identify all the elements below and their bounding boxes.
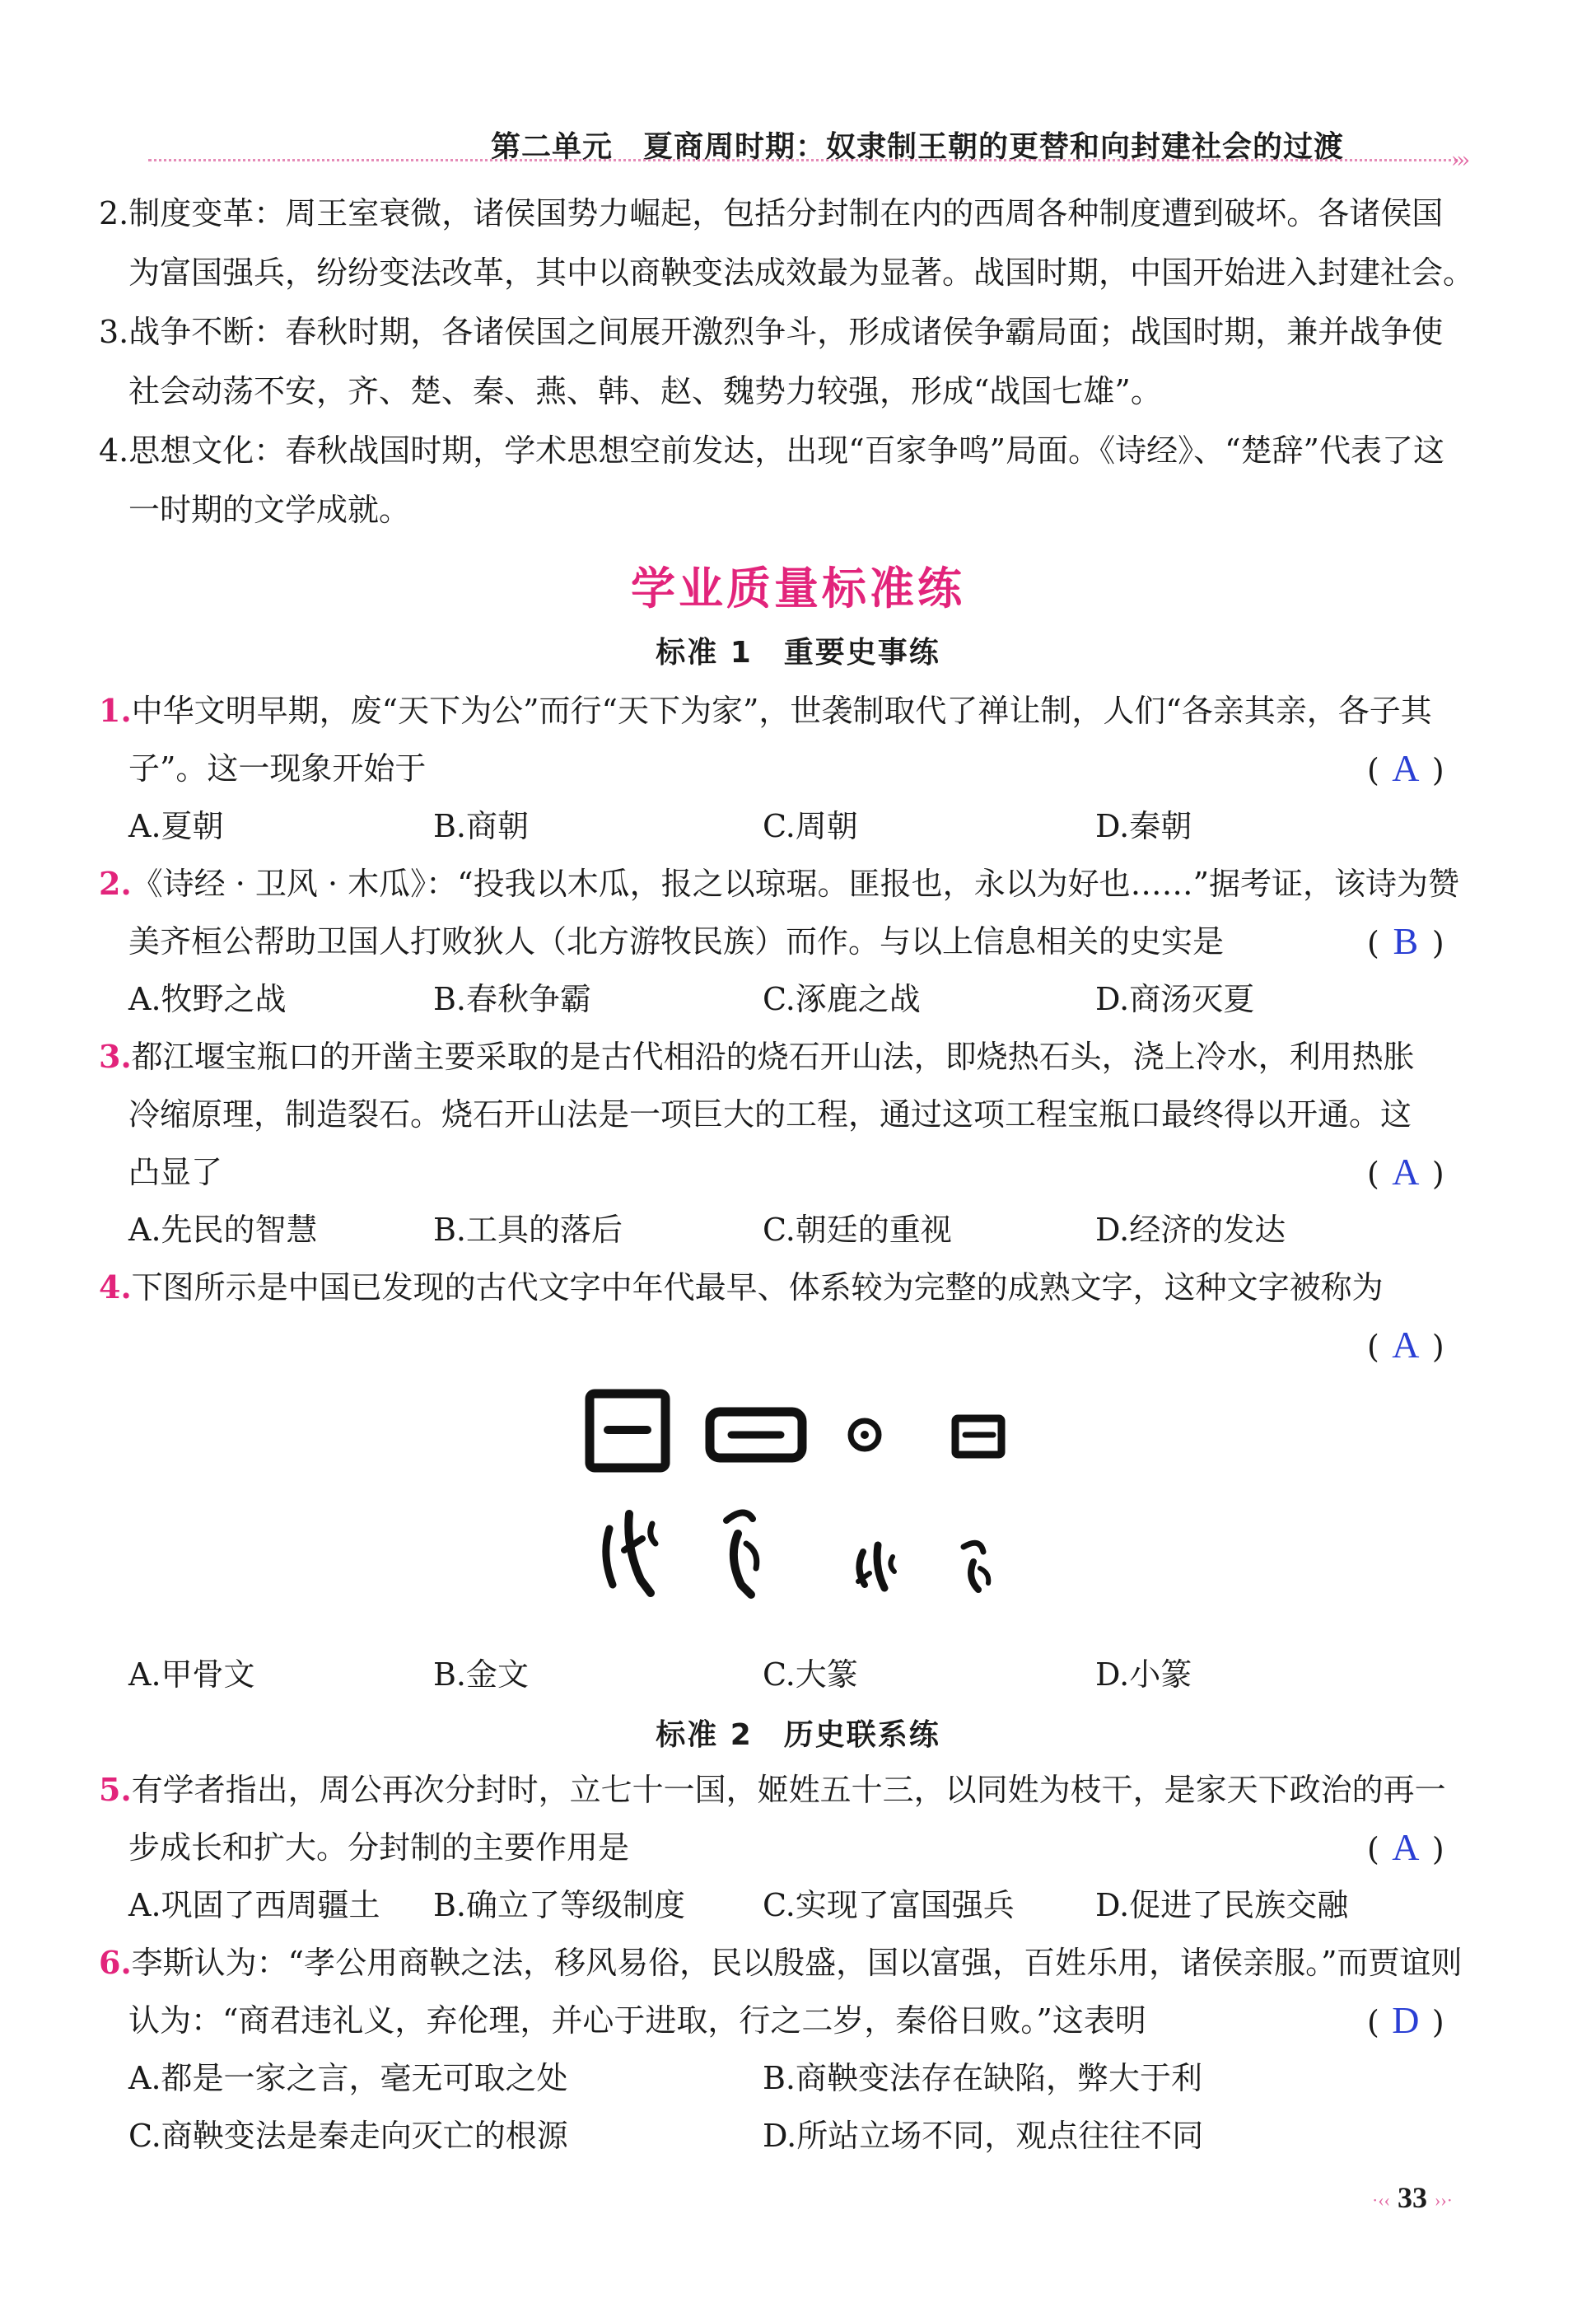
question-1-answer: ( A ) [1367, 747, 1444, 789]
header-divider [148, 159, 1458, 161]
question-3-option-c: C.朝廷的重视 [763, 1212, 952, 1248]
summary-3-line-2: 社会动荡不安，齐、楚、秦、燕、韩、赵、魏势力较强，形成“战国七雄”。 [128, 373, 1162, 409]
question-1-line-2: 子”。这一现象开始于 [128, 750, 427, 787]
page-number-value: 33 [1398, 2181, 1427, 2214]
question-1-option-a: A.夏朝 [128, 808, 224, 844]
double-chevron-right-icon: ››› [1451, 148, 1468, 173]
standard-2-title: 标准 2 历史联系练 [656, 1718, 940, 1752]
question-4-option-d: D.小篆 [1095, 1656, 1192, 1693]
standard-1-title: 标准 1 重要史事练 [656, 636, 940, 670]
question-6-line-1: 6.李斯认为：“孝公用商鞅之法，移风易俗，民以殷盛，国以富强，百姓乐用，诸侯亲服。”而贾谊则 [99, 1944, 1463, 1981]
summary-3-line-1: 3.战争不断：春秋时期，各诸侯国之间展开激烈争斗，形成诸侯争霸局面；战国时期，兼并战争使 [99, 314, 1444, 350]
question-3-answer: ( A ) [1367, 1151, 1444, 1193]
question-3-line-2: 冷缩原理，制造裂石。烧石开山法是一项巨大的工程，通过这项工程宝瓶口最终得以开通。这 [128, 1096, 1412, 1133]
question-4-option-c: C.大篆 [763, 1656, 858, 1693]
question-3-line-3: 凸显了 [128, 1154, 223, 1190]
question-2-option-b: B.春秋争霸 [433, 981, 592, 1017]
oracle-bone-inscription-figure [576, 1382, 1021, 1629]
question-1-option-d: D.秦朝 [1095, 808, 1192, 844]
question-6-option-c: C.商鞅变法是秦走向灭亡的根源 [128, 2118, 568, 2154]
question-1-option-b: B.商朝 [433, 808, 530, 844]
question-6-option-a: A.都是一家之言，毫无可取之处 [128, 2060, 568, 2096]
question-5-option-a: A.巩固了西周疆土 [128, 1887, 380, 1923]
question-2-answer: ( B ) [1367, 920, 1444, 962]
question-4-answer: ( A ) [1367, 1324, 1444, 1366]
question-5-answer: ( A ) [1367, 1826, 1444, 1868]
question-2-option-a: A.牧野之战 [128, 981, 287, 1017]
question-3-line-1: 3.都江堰宝瓶口的开凿主要采取的是古代相沿的烧石开山法，即烧热石头，浇上冷水，利用热胀 [99, 1038, 1415, 1075]
question-2-option-c: C.涿鹿之战 [763, 981, 921, 1017]
unit-title: 第二单元 夏商周时期：奴隶制王朝的更替和向封建社会的过渡 [491, 130, 1345, 164]
question-5-line-1: 5.有学者指出，周公再次分封时，立七十一国，姬姓五十三，以同姓为枝干，是家天下政治的再一 [99, 1771, 1446, 1808]
summary-4-line-1: 4.思想文化：春秋战国时期，学术思想空前发达，出现“百家争鸣”局面。《诗经》、“楚辞”代表了这 [99, 432, 1444, 469]
question-4-option-a: A.甲骨文 [128, 1656, 255, 1693]
question-3-option-d: D.经济的发达 [1095, 1212, 1286, 1248]
question-3-option-a: A.先民的智慧 [128, 1212, 318, 1248]
question-1-option-c: C.周朝 [763, 808, 858, 844]
question-1-line-1: 1.中华文明早期，废“天下为公”而行“天下为家”，世袭制取代了禅让制，人们“各亲其亲，各子其 [99, 692, 1432, 729]
question-6-option-d: D.所站立场不同，观点往往不同 [763, 2118, 1204, 2154]
question-2-line-1: 2.《诗经 · 卫风 · 木瓜》：“投我以木瓜，报之以琼琚。匪报也，永以为好也……”据考证，该诗为赞 [99, 865, 1460, 902]
summary-4-line-2: 一时期的文学成就。 [128, 492, 411, 528]
question-5-option-d: D.促进了民族交融 [1095, 1887, 1349, 1923]
question-4-option-b: B.金文 [433, 1656, 530, 1693]
double-chevron-left-icon: ·‹‹ [1372, 2189, 1390, 2211]
question-6-option-b: B.商鞅变法存在缺陷，弊大于利 [763, 2060, 1203, 2096]
question-5-option-b: B.确立了等级制度 [433, 1887, 686, 1923]
question-3-option-b: B.工具的落后 [433, 1212, 623, 1248]
summary-2-line-2: 为富国强兵，纷纷变法改革，其中以商鞅变法成效最为显著。战国时期，中国开始进入封建社会。 [128, 255, 1475, 291]
question-2-line-2: 美齐桓公帮助卫国人打败狄人（北方游牧民族）而作。与以上信息相关的史实是 [128, 923, 1225, 960]
question-5-option-c: C.实现了富国强兵 [763, 1887, 1015, 1923]
page-number [1342, 2175, 1482, 2221]
question-2-option-d: D.商汤灭夏 [1095, 981, 1255, 1017]
question-6-line-2: 认为：“商君违礼义，弃伦理，并心于进取，行之二岁，秦俗日败。”这表明 [128, 2002, 1146, 2039]
question-4-line-1: 4.下图所示是中国已发现的古代文字中年代最早、体系较为完整的成熟文字，这种文字被称为 [99, 1268, 1384, 1306]
summary-2-line-1: 2.制度变革：周王室衰微，诸侯国势力崛起，包括分封制在内的西周各种制度遭到破坏。各诸侯国 [99, 195, 1444, 231]
question-6-answer: ( D ) [1367, 1999, 1444, 2041]
double-chevron-right-icon: ››· [1435, 2189, 1453, 2211]
section-title: 学业质量标准练 [631, 563, 965, 614]
question-5-line-2: 步成长和扩大。分封制的主要作用是 [128, 1829, 630, 1866]
